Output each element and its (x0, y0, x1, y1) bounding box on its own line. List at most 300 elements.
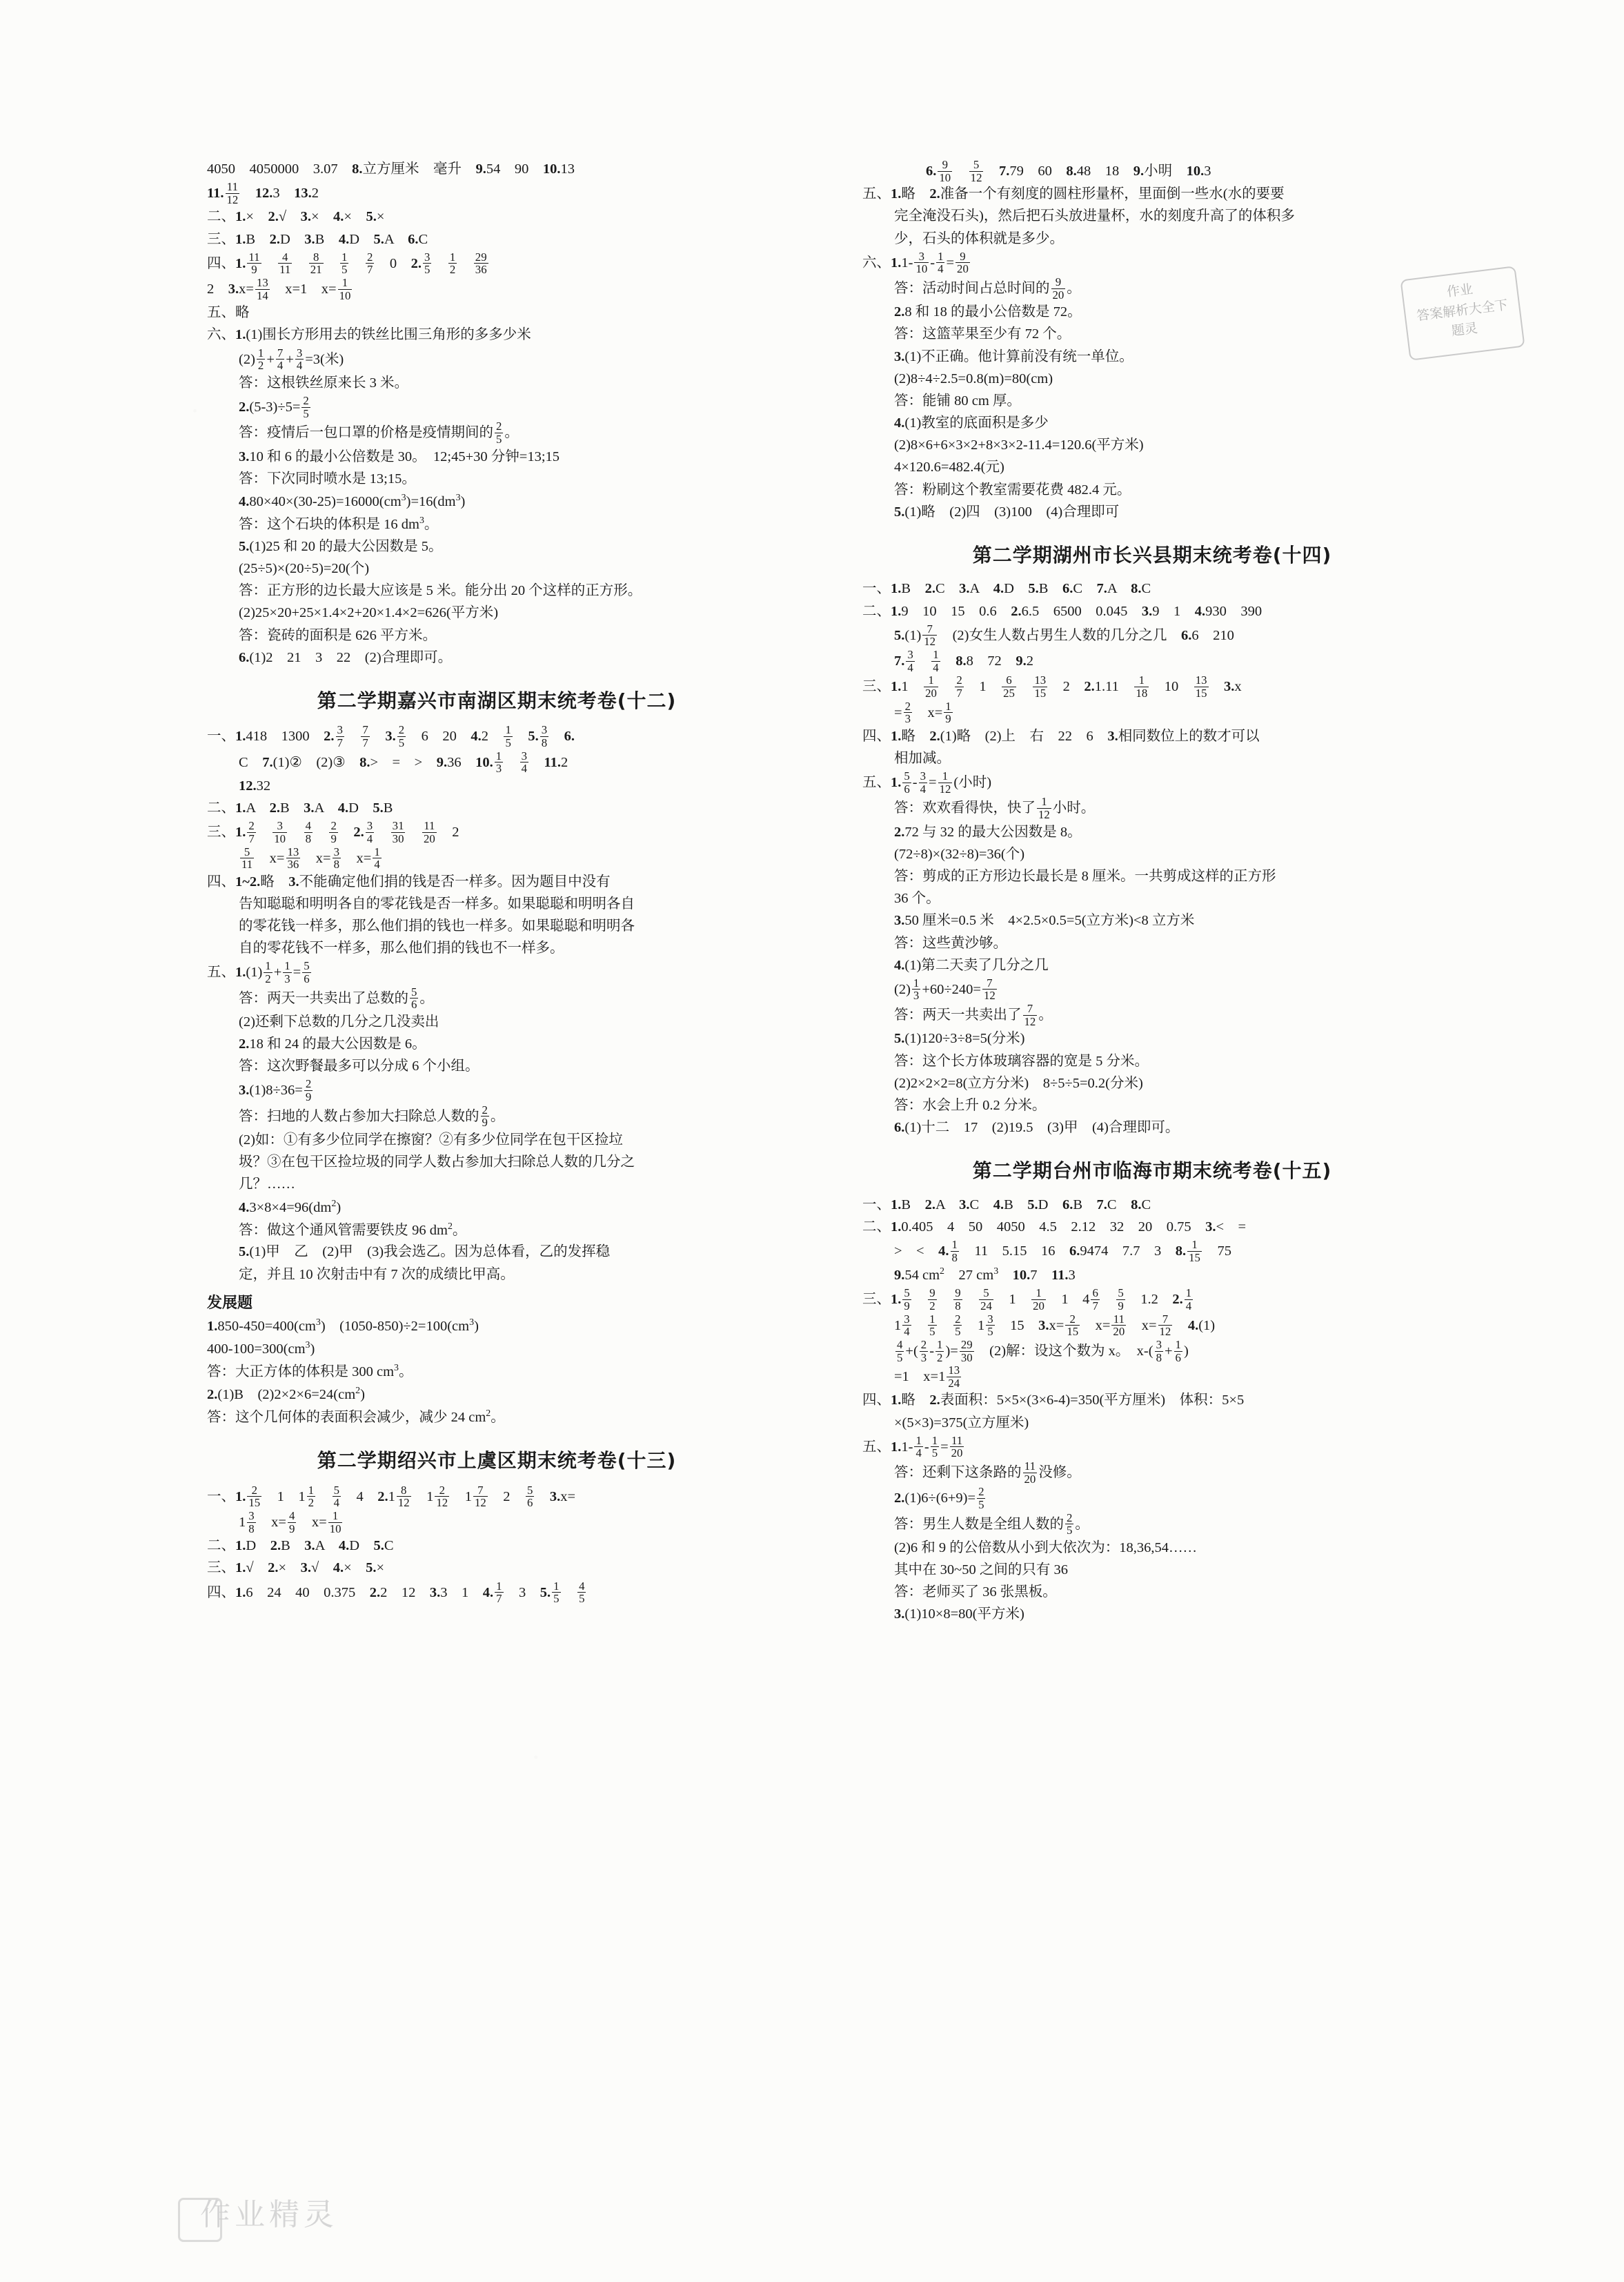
label-bold: 1. (207, 1319, 218, 1335)
fraction: $\frac{1}{2}$ (937, 1337, 943, 1364)
answer-line: 5.(1)甲 乙 (2)甲 (3)我会选乙。因为总体看，乙的发挥稳 (239, 1244, 611, 1260)
answer-line: 2.72 与 32 的最大公因数是 8。 (894, 824, 1082, 840)
label-bold: 4. (1187, 1317, 1199, 1333)
fraction: $\frac{1}{4}$ (933, 648, 939, 674)
fraction: $\frac{9}{20}$ (1052, 275, 1064, 302)
answer-line: 六、1.(1)围长方形用去的铁丝比围三角形的多多少米 (207, 327, 531, 343)
answer-line: 36 个。 (894, 891, 940, 907)
section-title: 第二学期湖州市长兴县期末统考卷(十四) (972, 543, 1332, 567)
answer-line: (2)8×6+6×3×2+8×3×2-11.4=120.6(平方米) (894, 437, 1144, 453)
label-bold: 7. (262, 754, 273, 770)
label-bold: 1. (891, 255, 902, 271)
answer-line: ×(5×3)=375(立方厘米) (894, 1415, 1029, 1430)
fraction: $\frac{11}{20}$ (423, 819, 435, 845)
label-bold: 2. (269, 800, 280, 816)
answer-line: (2)如：①有多少位同学在擦窗？②有多少位同学在包干区捡垃 (239, 1132, 623, 1148)
fraction: $\frac{13}{24}$ (948, 1364, 960, 1390)
answer-line: 四、1.略 2.表面积：5×5×(3×6-4)=350(平方厘米) 体积：5×5 (862, 1393, 1245, 1408)
label-bold: 1. (891, 728, 902, 744)
answer-line: (2)2×2×2=8(立方分米) 8÷5÷5=0.2(分米) (894, 1075, 1143, 1091)
label-bold: 8. (1131, 581, 1142, 597)
fraction: $\frac{1}{3}$ (284, 959, 290, 986)
fraction: $\frac{4}{8}$ (305, 819, 311, 845)
answer-line: 答：能铺 80 cm 厚。 (894, 393, 1021, 409)
label-bold: 2. (929, 1393, 940, 1408)
fraction: $\frac{7}{4}$ (277, 346, 284, 373)
answer-line: 答：还剩下这条路的 $\frac{11}{20}$ 没修。 (894, 1459, 1081, 1486)
answer-line: 三、1. $\frac{5}{9}$ $\frac{9}{2}$ $\frac{9}{8}$ $\frac{5}{24}$ 1 $\frac{1}{20}$ 1 4 $\frac{6}{7}$ $\frac{5}{9}$ 1.2 2. $\frac{1}{4}$ (862, 1286, 1192, 1312)
answer-line: $\frac{5}{11}$ x= $\frac{13}{36}$ x= $\frac{3}{8}$ x= $\frac{1}{4}$ (241, 845, 380, 872)
answer-line: 2.8 和 18 的最小公倍数是 72。 (894, 304, 1082, 320)
label-bold: 1. (891, 1292, 902, 1308)
label-bold: 5. (894, 1031, 905, 1047)
label-bold: 11. (1051, 1268, 1069, 1283)
fraction: $\frac{13}{14}$ (256, 276, 268, 302)
label-bold: 1. (891, 603, 902, 619)
fraction: $\frac{2}{5}$ (978, 1485, 984, 1511)
label-bold: 13. (294, 186, 312, 201)
answer-line: 二、1.D 2.B 3.A 4.D 5.C (207, 1538, 394, 1554)
label-bold: 1. (235, 729, 246, 745)
answer-line: 答：这个几何体的表面积会减少，减少 24 $cm^2$。 (207, 1408, 505, 1425)
fraction: $\frac{11}{20}$ (1113, 1312, 1125, 1339)
answer-line: 5.(1)略 (2)四 (3)100 (4)合理即可 (894, 504, 1120, 520)
fraction: $\frac{3}{8}$ (248, 1508, 255, 1535)
fraction: $\frac{1}{4}$ (374, 845, 380, 872)
label-bold: 8. (359, 754, 370, 770)
label-bold: 2. (894, 304, 905, 320)
fraction: $\frac{3}{8}$ (333, 845, 340, 872)
fraction: $\frac{8}{21}$ (310, 250, 322, 277)
fraction: $\frac{9}{10}$ (939, 158, 951, 184)
answer-line: 五、1. $\frac{5}{6}$ - $\frac{3}{4}$ = $\frac{1}{12}$ (小时) (862, 769, 992, 796)
fraction: $\frac{2}{5}$ (1067, 1511, 1073, 1537)
answer-line: (72÷8)×(32÷8)=36(个) (894, 846, 1025, 862)
fraction: $\frac{1}{10}$ (329, 1508, 341, 1535)
answer-line: 3.50 厘米=0.5 米 4×2.5×0.5=5(立方米)<8 立方米 (894, 913, 1195, 929)
fraction: $\frac{11}{12}$ (226, 180, 239, 206)
fraction: $\frac{9}{20}$ (957, 249, 969, 276)
label-bold: 5. (373, 800, 384, 816)
label-bold: 3. (549, 1488, 561, 1504)
label-bold: 8. (1066, 163, 1077, 179)
label-bold: 3. (1038, 1317, 1049, 1333)
fraction: $\frac{5}{12}$ (970, 158, 982, 184)
fraction: $\frac{1}{5}$ (931, 1433, 938, 1460)
label-bold: 4. (894, 415, 905, 431)
answer-line: 一、1.418 1300 2. $\frac{3}{7}$ $\frac{7}{7}$ 3. $\frac{2}{5}$ 6 20 4.2 $\frac{1}{5}$ 5. $\frac{3}{8}$ 6. (207, 723, 575, 750)
label-bold: 9. (475, 161, 486, 177)
fraction: $\frac{5}{6}$ (527, 1483, 533, 1510)
subsection-heading: 发展题 (207, 1293, 253, 1311)
answer-line: 二、1.9 10 15 0.6 2.6.5 6500 0.045 3.9 1 4.930 390 (862, 603, 1262, 619)
fraction: $\frac{1}{5}$ (341, 250, 348, 277)
answer-line: 定，并且 10 次射击中有 7 次的成绩比甲高。 (239, 1266, 515, 1282)
answer-line: 二、1.A 2.B 3.A 4.D 5.B (207, 800, 393, 816)
homework-stamp: 作业 答案解析大全下 题灵 (1400, 266, 1525, 361)
label-bold: 1. (891, 1219, 902, 1235)
fraction: $\frac{1}{9}$ (945, 699, 951, 726)
label-bold: 5. (894, 627, 905, 643)
label-bold: 1. (891, 1439, 902, 1455)
label-bold: 3. (288, 874, 299, 889)
fraction: $\frac{4}{9}$ (288, 1508, 295, 1535)
label-bold: 1~2. (235, 874, 261, 889)
fraction: $\frac{2}{9}$ (305, 1077, 312, 1104)
label-bold: 3. (300, 209, 311, 225)
label-bold: 3. (1205, 1219, 1216, 1235)
fraction: $\frac{1}{2}$ (308, 1483, 315, 1510)
answer-line: $4.3\times 8\times 4=96(dm^2)$ (239, 1198, 341, 1215)
fraction: $\frac{13}{36}$ (287, 845, 299, 872)
fraction: $\frac{5}{4}$ (333, 1483, 339, 1510)
answer-line: 一、1.B 2.A 3.C 4.B 5.D 6.B 7.C 8.C (862, 1197, 1151, 1212)
label-bold: 2. (894, 824, 905, 840)
section-title: 第二学期嘉兴市南湖区期末统考卷(十二) (317, 689, 677, 712)
label-bold: 4. (1194, 603, 1206, 619)
answer-line: 四、1.略 2.(1)略 (2)上 右 22 6 3.相同数位上的数才可以 (862, 728, 1260, 744)
fraction: $\frac{2}{12}$ (436, 1483, 448, 1510)
fraction: $\frac{29}{30}$ (960, 1337, 973, 1364)
label-bold: 6. (1069, 1243, 1080, 1259)
answer-line: 答：水会上升 0.2 分米。 (894, 1097, 1047, 1113)
answer-line: = $\frac{2}{3}$ x= $\frac{1}{9}$ (894, 699, 951, 726)
fraction: $\frac{3}{8}$ (541, 723, 548, 750)
label-bold: 5. (894, 504, 905, 520)
label-bold: 4. (894, 957, 905, 973)
fraction: $\frac{2}{5}$ (398, 723, 405, 750)
fraction: $\frac{2}{15}$ (248, 1483, 261, 1510)
fraction: $\frac{6}{25}$ (1003, 673, 1015, 700)
answer-line: 4.(1)第二天卖了几分之几 (894, 957, 1049, 973)
label-bold: 10. (475, 754, 493, 770)
answer-line: 9.54 $cm^2$ 27 $cm^3$ 10.7 11.3 (894, 1266, 1076, 1283)
fraction: $\frac{8}{12}$ (397, 1483, 410, 1510)
label-bold: 2. (268, 209, 279, 225)
label-bold: 7. (894, 653, 905, 669)
label-bold: 7. (1096, 1197, 1107, 1212)
answer-line: 三、1.√ 2.× 3.√ 4.× 5.× (207, 1560, 385, 1576)
answer-line: 6.(1)2 21 3 22 (2)合理即可。 (239, 649, 453, 665)
answer-line: 答：这些黄沙够。 (894, 935, 1007, 951)
label-bold: 2. (268, 1560, 279, 1576)
fraction: $\frac{9}{8}$ (955, 1286, 961, 1312)
fraction: $\frac{2}{7}$ (248, 819, 255, 845)
label-bold: 1. (235, 800, 246, 816)
label-bold: 3. (239, 449, 250, 464)
label-bold: 3. (1141, 603, 1153, 619)
answer-line: 2 3.x= $\frac{13}{14}$ x=1 x= $\frac{1}{10}$ (207, 276, 351, 302)
answer-line: (2)25×20+25×1.4×2+20×1.4×2=626(平方米) (239, 605, 499, 621)
label-bold: 8. (1131, 1197, 1142, 1212)
answer-line: 完全淹没石头)，然后把石头放进量杯，水的刻度升高了的体积多 (894, 208, 1295, 224)
label-bold: 3. (304, 800, 315, 816)
fraction: $\frac{1}{6}$ (1175, 1337, 1181, 1364)
label-bold: 4. (993, 581, 1004, 597)
label-bold: 2. (239, 1036, 250, 1052)
answer-line: 五、1.略 2.准备一个有刻度的圆柱形量杯，里面倒一些水(水的要要 (862, 186, 1285, 202)
label-bold: 2. (369, 1584, 381, 1600)
answer-line: 11. $\frac{11}{12}$ 12.3 13.2 (207, 180, 319, 206)
fraction: $\frac{5}{9}$ (904, 1286, 910, 1312)
label-bold: 4. (239, 1199, 250, 1215)
label-bold: 12. (255, 186, 273, 201)
label-bold: 8. (955, 653, 967, 669)
answer-line: 答：这次野餐最多可以分成 6 个小组。 (239, 1059, 479, 1074)
fraction: $\frac{2}{7}$ (956, 673, 962, 700)
label-bold: 5. (373, 1538, 384, 1554)
answer-line: 答：剪成的正方形边长最长是 8 厘米。一共剪成这样的正方形 (894, 869, 1276, 885)
watermark-text: 作业精灵 (200, 2197, 338, 2232)
answer-line: (2)还剩下总数的几分之几没卖出 (239, 1014, 439, 1030)
label-bold: 6. (239, 649, 250, 665)
label-bold: 1. (891, 1393, 902, 1408)
label-bold: 3. (304, 231, 315, 247)
label-bold: 2. (207, 1387, 218, 1403)
label-bold: 5. (1027, 1197, 1038, 1212)
label-bold: 4. (239, 493, 250, 509)
answer-line: 相加减。 (894, 751, 951, 767)
label-bold: 7. (998, 163, 1010, 179)
fraction: $\frac{1}{20}$ (1033, 1286, 1044, 1312)
fraction: $\frac{3}{8}$ (1156, 1337, 1162, 1364)
label-bold: 4. (337, 800, 349, 816)
label-bold: 4. (333, 1560, 344, 1576)
label-bold: 3. (1107, 728, 1118, 744)
answer-line: 圾？③在包干区捡垃圾的同学人数占参加大扫除总人数的几分之 (239, 1154, 635, 1170)
answer-line: 答：活动时间占总时间的 $\frac{9}{20}$ 。 (894, 275, 1081, 302)
fraction: $\frac{4}{5}$ (579, 1579, 585, 1606)
label-bold: 1. (891, 679, 902, 695)
fraction: $\frac{3}{10}$ (915, 249, 928, 276)
fraction: $\frac{2}{9}$ (330, 819, 337, 845)
answer-line: (25÷5)×(20÷5)=20(个) (239, 561, 370, 577)
fraction: $\frac{1}{2}$ (257, 346, 264, 373)
fraction: $\frac{31}{30}$ (392, 819, 404, 845)
label-bold: 4. (993, 1197, 1004, 1212)
answer-line: 1 $\frac{3}{8}$ x= $\frac{4}{9}$ x= $\frac{1}{10}$ (239, 1508, 341, 1535)
answer-line: 的零花钱一样多，那么他们捐的钱也一样多。如果聪聪和明明各 (239, 918, 635, 934)
answer-line: 六、1.1- $\frac{3}{10}$ - $\frac{1}{4}$ = $\frac{9}{20}$ (862, 249, 969, 276)
label-bold: 5. (1028, 581, 1039, 597)
fraction: $\frac{7}{12}$ (1024, 1002, 1036, 1028)
answer-line: C 7.(1)② (2)③ 8.> = > 9.36 10. $\frac{1}{3}$ $\frac{3}{4}$ 11.2 (239, 749, 568, 776)
label-bold: 3. (894, 913, 905, 929)
fraction: $\frac{3}{4}$ (907, 648, 913, 674)
answer-line: 3.(1)8÷36= $\frac{2}{9}$ (239, 1077, 312, 1104)
answer-line: 四、1.6 24 40 0.375 2.2 12 3.3 1 4. $\frac{1}{7}$ 3 5. $\frac{1}{5}$ $\frac{4}{5}$ (207, 1579, 585, 1606)
fraction: $\frac{2}{3}$ (904, 699, 911, 726)
fraction: $\frac{1}{2}$ (449, 250, 456, 277)
label-bold: 1. (235, 1560, 246, 1576)
column-right (862, 184, 1442, 1625)
label-bold: 3. (300, 1560, 311, 1576)
answer-line: 3.10 和 6 的最小公倍数是 30。 12;45+30 分钟=13;15 (239, 449, 560, 464)
fraction: $\frac{3}{10}$ (274, 819, 286, 845)
fraction: $\frac{3}{4}$ (366, 819, 373, 845)
fraction: $\frac{4}{5}$ (897, 1337, 903, 1364)
fraction: $\frac{1}{20}$ (925, 673, 937, 700)
label-bold: 3. (385, 729, 396, 745)
label-bold: 5. (366, 209, 377, 225)
fraction: $\frac{1}{12}$ (939, 769, 951, 796)
label-bold: 1. (235, 255, 246, 271)
fraction: $\frac{1}{2}$ (265, 959, 271, 986)
label-bold: 4. (338, 231, 350, 247)
label-bold: 2. (894, 1491, 905, 1506)
fraction: $\frac{3}{7}$ (337, 723, 343, 750)
fraction: $\frac{1}{5}$ (929, 1312, 935, 1339)
label-bold: 6. (1180, 627, 1192, 643)
label-bold: 2. (924, 1197, 935, 1212)
label-bold: 6. (1062, 581, 1073, 597)
answer-line: 四、1~2.略 3.不能确定他们捐的钱是否一样多。因为题目中没有 (207, 874, 611, 889)
label-bold: 2. (929, 728, 940, 744)
fraction: $\frac{5}{9}$ (1118, 1286, 1124, 1312)
label-bold: 2. (377, 1488, 388, 1504)
label-bold: 6. (1062, 1197, 1073, 1212)
fraction: $\frac{1}{18}$ (1136, 673, 1148, 700)
answer-line: 答：欢欢看得快，快了 $\frac{1}{12}$ 小时。 (894, 795, 1096, 822)
fraction: $\frac{2}{9}$ (482, 1103, 488, 1130)
answer-line: 答：瓷砖的面积是 626 平方米。 (239, 627, 437, 643)
label-bold: 1. (235, 1538, 246, 1554)
fraction: $\frac{1}{4}$ (938, 249, 944, 276)
fraction: $\frac{7}{7}$ (362, 723, 368, 750)
answer-line: 3.(1)10×8=80(平方米) (894, 1606, 1024, 1622)
label-bold: 10. (1012, 1268, 1031, 1283)
answer-line: 答：两天一共卖出了 $\frac{7}{12}$ 。 (894, 1002, 1053, 1028)
fraction: $\frac{2}{5}$ (303, 394, 309, 420)
label-bold: 1. (891, 1197, 902, 1212)
label-bold: 4. (482, 1584, 494, 1600)
answer-line: 三、1.B 2.D 3.B 4.D 5.A 6.C (207, 231, 428, 247)
fraction: $\frac{5}{11}$ (241, 845, 253, 872)
answer-line: 1 $\frac{3}{4}$ $\frac{1}{5}$ $\frac{2}{5}$ 1 $\frac{3}{5}$ 15 3.x= $\frac{2}{15}$ x= $\frac{11}{20}$ x= $\frac{7}{12}$ 4.(1) (894, 1312, 1216, 1339)
label-bold: 9. (894, 1268, 905, 1283)
answer-line: 4.(1)教室的底面积是多少 (894, 415, 1049, 431)
answer-line: 五、1.1- $\frac{1}{4}$ - $\frac{1}{5}$ = $\frac{11}{20}$ (862, 1433, 963, 1460)
label-bold: 9. (1133, 163, 1145, 179)
answer-line: 少，石头的体积就是多少。 (894, 230, 1064, 246)
answer-line: 答：这个石块的体积是 16 $dm^3$。 (239, 515, 439, 532)
fraction: $\frac{1}{8}$ (951, 1238, 958, 1264)
fraction: $\frac{7}{12}$ (983, 976, 996, 1003)
answer-line: (2) $\frac{1}{3}$ +60÷240= $\frac{7}{12}$ (894, 976, 996, 1003)
label-bold: 1. (891, 581, 902, 597)
answer-line: 答：老师买了 36 张黑板。 (894, 1584, 1057, 1600)
answer-line: 5.(1) $\frac{7}{12}$ (2)女生人数占男生人数的几分之几 6.6 210 (894, 622, 1234, 649)
fraction: $\frac{3}{4}$ (904, 1312, 910, 1339)
answer-line: 答：这篮苹果至少有 72 个。 (894, 326, 1071, 342)
label-bold: 5. (373, 231, 384, 247)
label-bold: 11. (544, 754, 561, 770)
fraction: $\frac{3}{4}$ (920, 769, 927, 796)
fraction: $\frac{1}{3}$ (913, 976, 920, 1003)
fraction: $\frac{1}{4}$ (915, 1433, 922, 1460)
answer-line: 答：扫地的人数占参加大扫除总人数的 $\frac{2}{9}$ 。 (239, 1103, 505, 1130)
answer-line: 5.(1)25 和 20 的最大公因数是 5。 (239, 538, 443, 554)
label-bold: 1. (235, 1488, 246, 1504)
answer-line: $400-100=300(cm^3)$ (207, 1340, 315, 1357)
answer-line: 答：大正方体的体积是 300 $cm^3$。 (207, 1363, 413, 1380)
fraction: $\frac{3}{5}$ (424, 250, 430, 277)
answer-line: 答：粉刷这个教室需要花费 482.4 元。 (894, 482, 1131, 498)
answer-line: $1.850-450=400(cm^3)$ $(1050-850)\div 2=100(cm^3)$ (207, 1317, 479, 1335)
label-bold: 12. (239, 778, 257, 794)
fraction: $\frac{5}{6}$ (411, 985, 417, 1012)
label-bold: 6. (408, 231, 419, 247)
answer-line: 6. $\frac{9}{10}$ $\frac{5}{12}$ 7.79 60 8.48 18 9.小明 10.3 (926, 158, 1211, 184)
label-bold: 7. (1096, 581, 1107, 597)
answer-line: 7. $\frac{3}{4}$ $\frac{1}{4}$ 8.8 72 9.2 (894, 648, 1033, 674)
label-bold: 3. (959, 1197, 970, 1212)
label-bold: 5. (539, 1584, 551, 1600)
fraction: $\frac{2}{7}$ (366, 250, 373, 277)
fraction: $\frac{1}{3}$ (495, 749, 502, 776)
label-bold: 5. (239, 538, 250, 554)
answer-line: 告知聪聪和明明各自的零花钱是否一样多。如果聪聪和明明各自 (239, 896, 635, 912)
answer-line: $4.80\times 40\times(30-25)=16000(cm^3)=16(dm^3)$ (239, 492, 466, 509)
answer-line: (2)6 和 9 的公倍数从小到大依次为：18,36,54…… (894, 1540, 1198, 1555)
answer-line: > < 4. $\frac{1}{8}$ 11 5.15 16 6.9474 7.7 3 8. $\frac{1}{15}$ 75 (894, 1238, 1231, 1264)
fraction: $\frac{3}{4}$ (521, 749, 527, 776)
label-bold: 1. (891, 186, 902, 202)
answer-line: 2.(5-3)÷5= $\frac{2}{5}$ (239, 394, 309, 420)
label-bold: 4. (338, 1538, 350, 1554)
fraction: $\frac{7}{12}$ (924, 622, 936, 649)
section-title: 第二学期绍兴市上虞区期末统考卷(十三) (317, 1449, 677, 1473)
answer-line: 五、略 (207, 305, 250, 321)
label-bold: 2. (1172, 1292, 1183, 1308)
fraction: $\frac{11}{20}$ (1024, 1459, 1036, 1486)
answer-line: $\frac{4}{5}$ +( $\frac{2}{3}$ - $\frac{1}{2}$ )= $\frac{29}{30}$ (2)解：设这个数为 x。 x-( $\frac{3}{8}$ + $\frac{1}{6}$ ) (897, 1337, 1189, 1364)
fraction: $\frac{1}{4}$ (1185, 1286, 1192, 1312)
label-bold: 2. (1011, 603, 1022, 619)
label-bold: 10. (1186, 163, 1205, 179)
answer-line: 5.(1)120÷3÷8=5(分米) (894, 1031, 1025, 1047)
label-bold: 2. (924, 581, 935, 597)
section-title: 第二学期台州市临海市期末统考卷(十五) (972, 1159, 1332, 1183)
answer-line: 三、1. $\frac{2}{7}$ $\frac{3}{10}$ $\frac{4}{8}$ $\frac{2}{9}$ 2. $\frac{3}{4}$ $\frac{31}{30}$ $\frac{11}{20}$ 2 (207, 819, 459, 845)
fraction: $\frac{9}{2}$ (929, 1286, 935, 1312)
fraction: $\frac{13}{15}$ (1034, 673, 1047, 700)
label-bold: 2. (1084, 679, 1095, 695)
fraction: $\frac{4}{11}$ (279, 250, 291, 277)
answer-line: 几？…… (239, 1177, 295, 1192)
label-bold: 6. (894, 1120, 905, 1136)
answer-line: 3.(1)不正确。他计算前没有统一单位。 (894, 348, 1133, 364)
fraction: $\frac{3}{5}$ (987, 1312, 993, 1339)
label-bold: 2. (269, 231, 280, 247)
label-bold: 3. (894, 348, 905, 364)
label-bold: 5. (528, 729, 539, 745)
label-bold: 8. (1175, 1243, 1187, 1259)
label-bold: 3. (1224, 679, 1235, 695)
label-bold: 2. (239, 399, 250, 415)
label-bold: 3. (959, 581, 970, 597)
label-bold: 6. (926, 163, 937, 179)
answer-line: 答：男生人数是全组人数的 $\frac{2}{5}$ 。 (894, 1511, 1089, 1537)
fraction: $\frac{1}{12}$ (1038, 795, 1050, 822)
answer-line: 三、1.1 $\frac{1}{20}$ $\frac{2}{7}$ 1 $\frac{6}{25}$ $\frac{13}{15}$ 2 2.1.11 $\frac{1}{18}$ 10 $\frac{13}{15}$ 3.x (862, 673, 1242, 700)
label-bold: 1. (235, 965, 246, 981)
label-bold: 2. (929, 186, 940, 202)
label-bold: 6. (564, 729, 575, 745)
label-bold: 1. (891, 775, 902, 791)
answer-line: 2.(1)6÷(6+9)= $\frac{2}{5}$ (894, 1485, 984, 1511)
fraction: $\frac{29}{36}$ (475, 250, 487, 277)
